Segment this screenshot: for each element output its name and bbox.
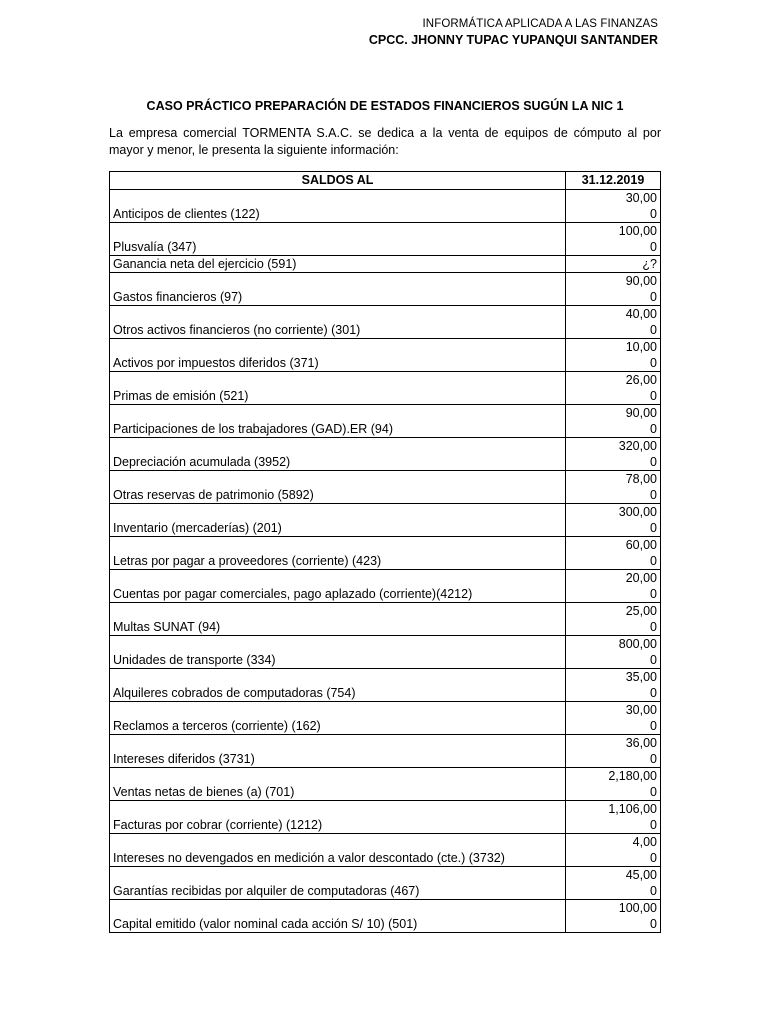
account-value: 90,00 (625, 406, 657, 420)
table-row (110, 768, 661, 801)
account-value-decimal: 0 (650, 818, 657, 832)
table-row (110, 735, 661, 768)
account-value-cell (566, 256, 661, 273)
course-name: INFORMÁTICA APLICADA A LAS FINANZAS (422, 18, 658, 30)
account-label: Activos por impuestos diferidos (371) (110, 339, 566, 372)
account-value-decimal: 0 (650, 356, 657, 370)
account-label: Depreciación acumulada (3952) (110, 438, 566, 471)
account-value-decimal: 0 (650, 290, 657, 304)
table-row (110, 471, 661, 504)
table-row (110, 900, 661, 933)
account-value: 1,106,00 (608, 802, 657, 816)
account-value-decimal: 0 (650, 323, 657, 337)
account-value-decimal: 0 (650, 653, 657, 667)
account-value-cell (566, 438, 661, 471)
account-label: Otros activos financieros (no corriente) (301) (110, 306, 566, 339)
account-value: 2,180,00 (608, 769, 657, 783)
document-title: CASO PRÁCTICO PREPARACIÓN DE ESTADOS FINANCIEROS SUGÚN LA NIC 1 (146, 99, 624, 113)
table-row (110, 190, 661, 223)
account-value: 40,00 (625, 307, 657, 321)
account-value-cell (566, 471, 661, 504)
page-header (369, 17, 658, 49)
account-value-cell (566, 768, 661, 801)
account-value-decimal: 0 (650, 521, 657, 535)
table-row (110, 669, 661, 702)
account-value-decimal: 0 (650, 719, 657, 733)
account-value: 26,00 (625, 373, 657, 387)
table-row (110, 570, 661, 603)
account-value: 800,00 (618, 637, 657, 651)
account-label: Anticipos de clientes (122) (110, 190, 566, 223)
account-label: Alquileres cobrados de computadoras (754) (110, 669, 566, 702)
account-value: 78,00 (625, 472, 657, 486)
account-value-decimal: 0 (650, 620, 657, 634)
account-value-decimal: 0 (650, 455, 657, 469)
account-value-decimal: 0 (650, 422, 657, 436)
table-row (110, 537, 661, 570)
account-value-cell (566, 405, 661, 438)
account-value: 36,00 (625, 736, 657, 750)
account-label: Cuentas por pagar comerciales, pago aplazado (corriente)(4212) (110, 570, 566, 603)
account-value-decimal: 0 (650, 686, 657, 700)
account-value-decimal: 0 (650, 917, 657, 931)
account-value-cell (566, 537, 661, 570)
table-row (110, 306, 661, 339)
table-row (110, 603, 661, 636)
account-label: Multas SUNAT (94) (110, 603, 566, 636)
account-label: Unidades de transporte (334) (110, 636, 566, 669)
account-value-decimal: 0 (650, 884, 657, 898)
account-value-cell (566, 504, 661, 537)
account-value-cell (566, 339, 661, 372)
account-label: Intereses no devengados en medición a valor descontado (cte.) (3732) (110, 834, 566, 867)
table-row (110, 339, 661, 372)
table-row (110, 801, 661, 834)
account-value-decimal: 0 (650, 240, 657, 254)
account-value: 300,00 (618, 505, 657, 519)
account-label: Ganancia neta del ejercicio (591) (110, 256, 566, 273)
account-label: Garantías recibidas por alquiler de computadoras (467) (110, 867, 566, 900)
table-row (110, 636, 661, 669)
account-label: Primas de emisión (521) (110, 372, 566, 405)
account-value-cell (566, 867, 661, 900)
account-label: Plusvalía (347) (110, 223, 566, 256)
column-header-label: SALDOS AL (110, 172, 566, 190)
account-value: 100,00 (618, 901, 657, 915)
account-value-decimal: 0 (650, 488, 657, 502)
table-row (110, 867, 661, 900)
account-value-cell (566, 801, 661, 834)
account-value-cell (566, 735, 661, 768)
account-value: ¿? (642, 257, 657, 271)
account-value-cell (566, 834, 661, 867)
account-value: 100,00 (618, 224, 657, 238)
account-value: 10,00 (625, 340, 657, 354)
account-value-decimal: 0 (650, 752, 657, 766)
account-value-decimal: 0 (650, 785, 657, 799)
intro-paragraph: La empresa comercial TORMENTA S.A.C. se dedica a la venta de equipos de cómputo al por mayor y menor, le presenta la siguiente información: (109, 126, 661, 157)
account-value-cell (566, 603, 661, 636)
account-value-decimal: 0 (650, 389, 657, 403)
account-label: Facturas por cobrar (corriente) (1212) (110, 801, 566, 834)
account-label: Ventas netas de bienes (a) (701) (110, 768, 566, 801)
account-value: 25,00 (625, 604, 657, 618)
account-value: 4,00 (632, 835, 657, 849)
instructor-name: CPCC. JHONNY TUPAC YUPANQUI SANTANDER (368, 33, 658, 47)
account-label: Letras por pagar a proveedores (corriente) (423) (110, 537, 566, 570)
account-value: 60,00 (625, 538, 657, 552)
account-value-cell (566, 190, 661, 223)
table-row (110, 273, 661, 306)
balances-table (109, 171, 661, 933)
account-label: Gastos financieros (97) (110, 273, 566, 306)
account-label: Reclamos a terceros (corriente) (162) (110, 702, 566, 735)
table-row (110, 438, 661, 471)
table-row (110, 834, 661, 867)
account-label: Participaciones de los trabajadores (GAD).ER (94) (110, 405, 566, 438)
column-header-date: 31.12.2019 (566, 172, 661, 190)
account-label: Inventario (mercaderías) (201) (110, 504, 566, 537)
table-row (110, 405, 661, 438)
account-value-cell (566, 273, 661, 306)
account-value-decimal: 0 (650, 587, 657, 601)
account-value-cell (566, 636, 661, 669)
account-value: 30,00 (625, 191, 657, 205)
account-value-cell (566, 372, 661, 405)
account-value-decimal: 0 (650, 554, 657, 568)
account-value: 320,00 (618, 439, 657, 453)
account-value: 35,00 (625, 670, 657, 684)
account-label: Otras reservas de patrimonio (5892) (110, 471, 566, 504)
account-value: 45,00 (625, 868, 657, 882)
account-value-cell (566, 223, 661, 256)
table-row (110, 702, 661, 735)
account-value-cell (566, 306, 661, 339)
account-value-cell (566, 669, 661, 702)
account-label: Capital emitido (valor nominal cada acción S/ 10) (501) (110, 900, 566, 933)
account-value-decimal: 0 (650, 207, 657, 221)
account-value-decimal: 0 (650, 851, 657, 865)
account-label: Intereses diferidos (3731) (110, 735, 566, 768)
table-row (110, 223, 661, 256)
account-value: 20,00 (625, 571, 657, 585)
account-value-cell (566, 900, 661, 933)
table-row (110, 256, 661, 273)
table-row (110, 372, 661, 405)
account-value: 90,00 (625, 274, 657, 288)
table-header-row (110, 172, 661, 190)
account-value: 30,00 (625, 703, 657, 717)
account-value-cell (566, 702, 661, 735)
table-row (110, 504, 661, 537)
account-value-cell (566, 570, 661, 603)
